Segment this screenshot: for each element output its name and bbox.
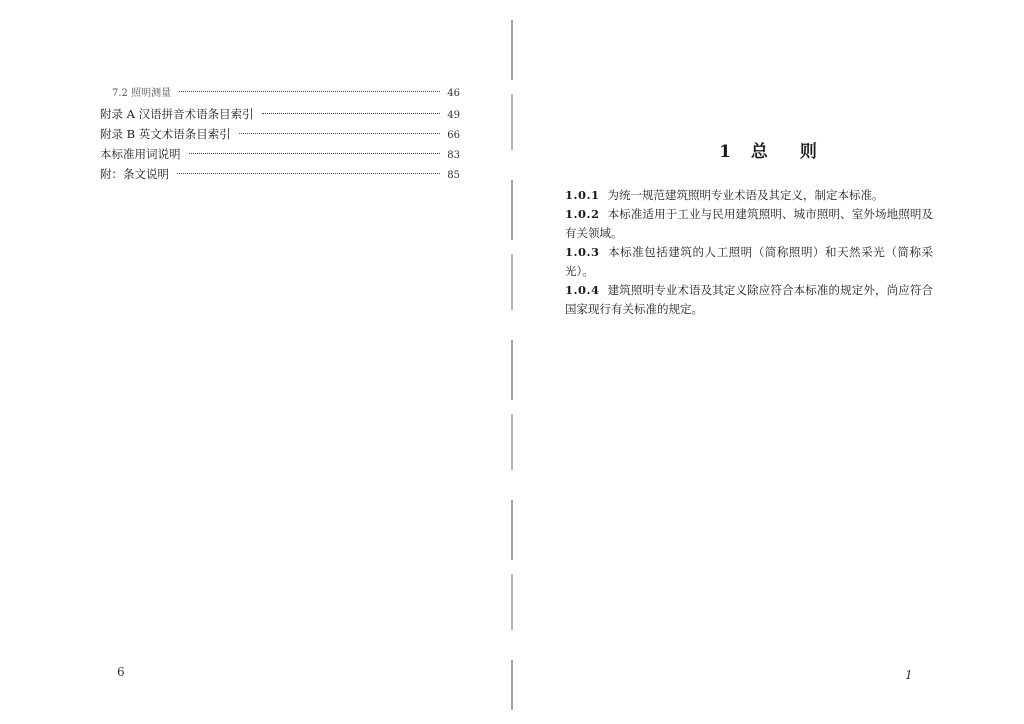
chapter-title bbox=[514, 137, 1024, 162]
toc-entry-label: 7.2 照明测量 bbox=[112, 88, 172, 99]
toc-entry[interactable] bbox=[100, 124, 460, 144]
clause-text: 建筑照明专业术语及其定义除应符合本标准的规定外，尚应符合国家现行有关标准的规定。 bbox=[565, 283, 933, 316]
book-gutter bbox=[511, 20, 513, 710]
toc-entry-label: 附：条文说明 bbox=[100, 167, 169, 181]
right-page bbox=[514, 0, 1024, 724]
toc-entry[interactable] bbox=[100, 104, 460, 124]
clause-text: 本标准包括建筑的人工照明（简称照明）和天然采光（简称采光）。 bbox=[565, 245, 933, 278]
toc-leader-dots bbox=[239, 132, 440, 134]
chapter-title-part: 则 bbox=[799, 142, 819, 162]
toc-entry-page: 66 bbox=[447, 130, 460, 141]
toc-leader-dots bbox=[177, 172, 440, 174]
chapter-number: 1 bbox=[719, 142, 733, 162]
toc-leader-dots bbox=[189, 152, 441, 154]
clause-text: 为统一规范建筑照明专业术语及其定义，制定本标准。 bbox=[607, 188, 884, 202]
toc-leader-dots bbox=[179, 90, 440, 92]
chapter-title-part: 总 bbox=[750, 142, 770, 162]
clause-number: 1.0.4 bbox=[565, 283, 600, 297]
table-of-contents bbox=[100, 84, 460, 184]
toc-entry[interactable] bbox=[100, 164, 460, 184]
clause bbox=[565, 205, 933, 243]
clause-list bbox=[565, 186, 933, 319]
clause bbox=[565, 186, 933, 205]
toc-entry-page: 49 bbox=[447, 110, 460, 121]
toc-entry[interactable] bbox=[100, 84, 460, 104]
clause-number: 1.0.3 bbox=[565, 245, 600, 259]
clause bbox=[565, 281, 933, 319]
left-page bbox=[0, 0, 510, 724]
clause bbox=[565, 243, 933, 281]
toc-entry[interactable] bbox=[100, 144, 460, 164]
page-number: 1 bbox=[905, 668, 913, 682]
toc-entry-label: 附录 A 汉语拼音术语条目索引 bbox=[100, 107, 254, 121]
toc-entry-page: 85 bbox=[447, 170, 460, 181]
toc-entry-label: 本标准用词说明 bbox=[100, 147, 181, 161]
toc-entry-label: 附录 B 英文术语条目索引 bbox=[100, 127, 231, 141]
clause-number: 1.0.1 bbox=[565, 188, 600, 202]
toc-entry-page: 83 bbox=[447, 150, 460, 161]
page-number: 6 bbox=[117, 665, 125, 679]
toc-leader-dots bbox=[262, 112, 440, 114]
clause-text: 本标准适用于工业与民用建筑照明、城市照明、室外场地照明及有关领域。 bbox=[565, 207, 933, 240]
clause-number: 1.0.2 bbox=[565, 207, 600, 221]
toc-entry-page: 46 bbox=[447, 88, 460, 99]
